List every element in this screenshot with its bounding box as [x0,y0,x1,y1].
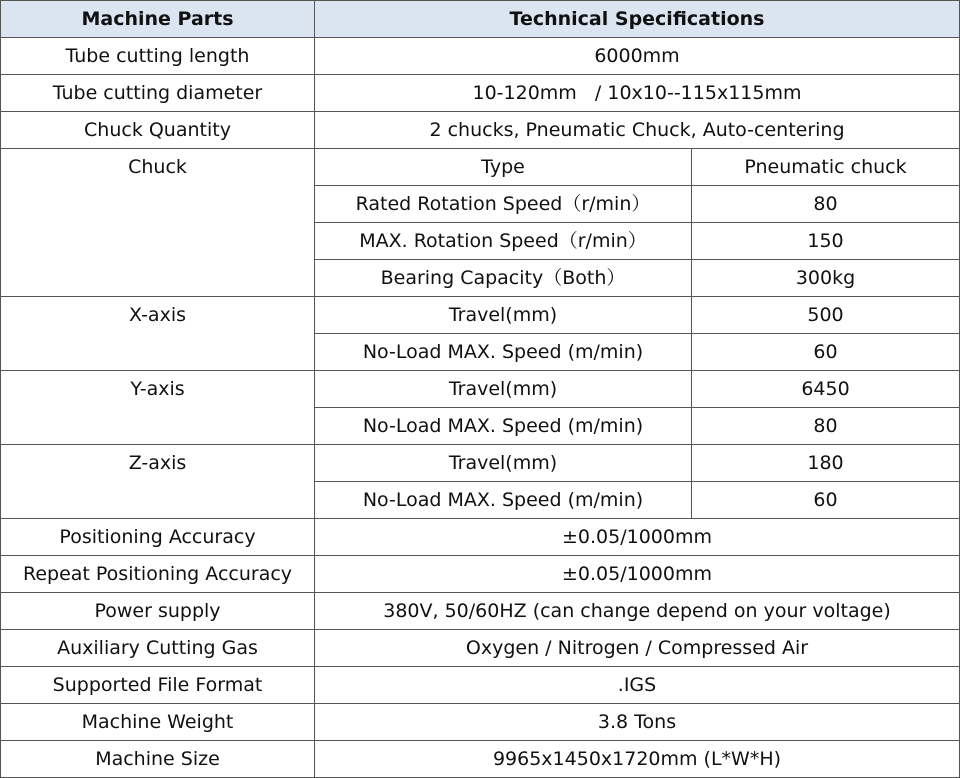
label-cell: Repeat Positioning Accuracy [1,556,315,593]
group-label-y-axis: Y-axis [1,371,315,445]
spec-name-cell: Travel(mm) [315,371,692,408]
value-cell: 6000mm [315,38,960,75]
value-cell: ±0.05/1000mm [315,519,960,556]
row-positioning-accuracy [1,519,960,556]
label-cell: Supported File Format [1,667,315,704]
label-cell: Machine Weight [1,704,315,741]
value-cell: .IGS [315,667,960,704]
spec-name-cell: Type [315,149,692,186]
spec-name-cell: No-Load MAX. Speed (m/min) [315,334,692,371]
row-repeat-positioning-accuracy [1,556,960,593]
row-supported-file-format [1,667,960,704]
spec-name-cell: Travel(mm) [315,297,692,334]
spec-value-cell: 150 [692,223,960,260]
row-chuck-type [1,149,960,186]
label-cell: Power supply [1,593,315,630]
value-cell: Oxygen / Nitrogen / Compressed Air [315,630,960,667]
spec-value-cell: Pneumatic chuck [692,149,960,186]
row-tube-cutting-length [1,38,960,75]
spec-name-cell: Travel(mm) [315,445,692,482]
spec-value-cell: 300kg [692,260,960,297]
label-cell: Tube cutting length [1,38,315,75]
row-chuck-quantity [1,112,960,149]
spec-value-cell: 80 [692,408,960,445]
label-cell: Auxiliary Cutting Gas [1,630,315,667]
value-cell: 380V, 50/60HZ (can change depend on your voltage) [315,593,960,630]
spec-name-cell: MAX. Rotation Speed（r/min） [315,223,692,260]
value-cell: 2 chucks, Pneumatic Chuck, Auto-centering [315,112,960,149]
label-cell: Tube cutting diameter [1,75,315,112]
spec-value-cell: 60 [692,482,960,519]
row-machine-weight [1,704,960,741]
header-row [1,1,960,38]
row-z-axis-travel [1,445,960,482]
row-tube-cutting-diameter [1,75,960,112]
value-cell: 9965x1450x1720mm (L*W*H) [315,741,960,778]
group-label-x-axis: X-axis [1,297,315,371]
spec-name-cell: Bearing Capacity（Both） [315,260,692,297]
spec-name-cell: No-Load MAX. Speed (m/min) [315,408,692,445]
value-cell: 10-120mm / 10x10--115x115mm [315,75,960,112]
group-label-z-axis: Z-axis [1,445,315,519]
value-cell: 3.8 Tons [315,704,960,741]
spec-value-cell: 60 [692,334,960,371]
value-cell: ±0.05/1000mm [315,556,960,593]
row-auxiliary-cutting-gas [1,630,960,667]
row-power-supply [1,593,960,630]
label-cell: Machine Size [1,741,315,778]
header-technical-specifications: Technical Specifications [315,1,960,38]
spec-value-cell: 6450 [692,371,960,408]
spec-name-cell: Rated Rotation Speed（r/min） [315,186,692,223]
header-machine-parts: Machine Parts [1,1,315,38]
row-x-axis-travel [1,297,960,334]
group-label-chuck: Chuck [1,149,315,297]
row-machine-size [1,741,960,778]
spec-value-cell: 500 [692,297,960,334]
label-cell: Positioning Accuracy [1,519,315,556]
label-cell: Chuck Quantity [1,112,315,149]
row-y-axis-travel [1,371,960,408]
spec-name-cell: No-Load MAX. Speed (m/min) [315,482,692,519]
spec-value-cell: 180 [692,445,960,482]
spec-value-cell: 80 [692,186,960,223]
